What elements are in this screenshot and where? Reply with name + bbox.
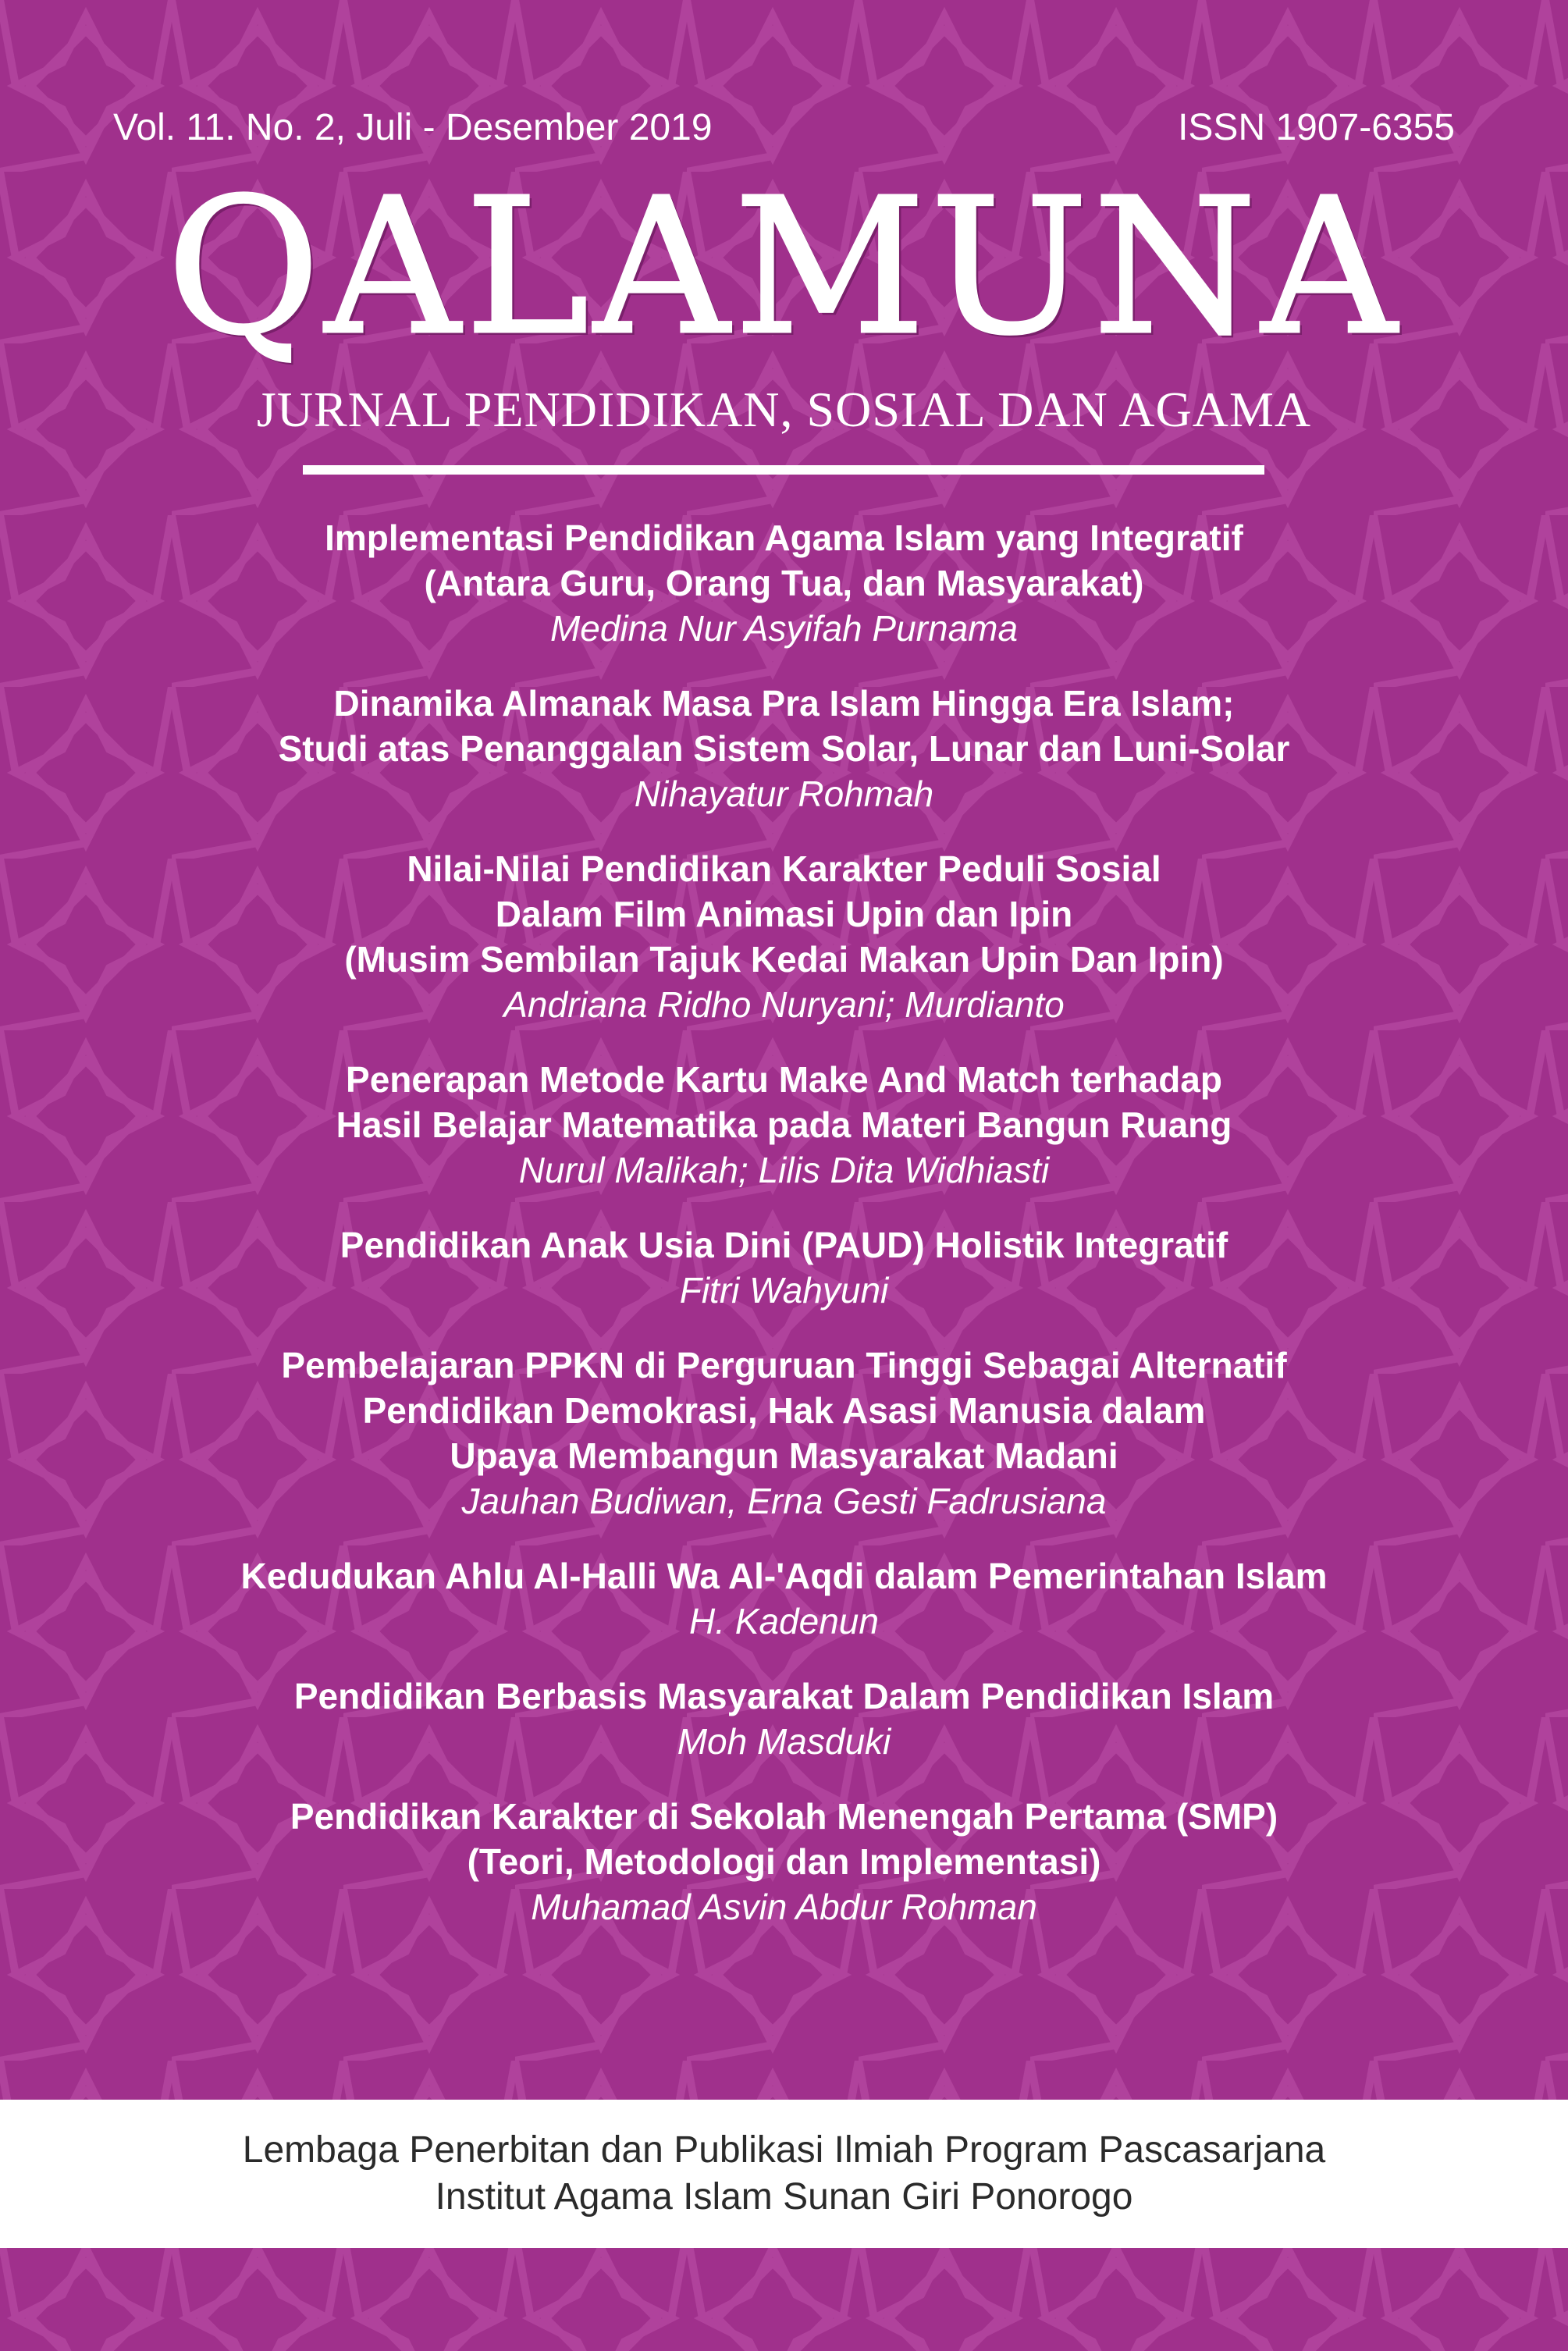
article-entry [0, 846, 1568, 1027]
article-author: Fitri Wahyuni [679, 1270, 889, 1311]
article-title: Dinamika Almanak Masa Pra Islam Hingga Era Islam; [333, 683, 1235, 724]
article-author: Andriana Ridho Nuryani; Murdianto [503, 984, 1065, 1025]
article-title: Pendidikan Berbasis Masyarakat Dalam Pendidikan Islam [293, 1676, 1275, 1716]
article-author: Jauhan Budiwan, Erna Gesti Fadrusiana [461, 1481, 1107, 1521]
article-title: Hasil Belajar Matematika pada Materi Bangun Ruang [336, 1104, 1232, 1145]
article-author: Nurul Malikah; Lilis Dita Widhiasti [518, 1150, 1050, 1190]
article-entry [0, 515, 1568, 651]
volume-info: Vol. 11. No. 2, Juli - Desember 2019 [113, 107, 713, 148]
article-author: Moh Masduki [677, 1721, 891, 1762]
publisher-institution: Institut Agama Islam Sunan Giri Ponorogo [435, 2176, 1133, 2218]
journal-subtitle: JURNAL PENDIDIKAN, SOSIAL DAN AGAMA [256, 382, 1312, 437]
article-title: Kedudukan Ahlu Al-Halli Wa Al-'Aqdi dalam Pemerintahan Islam [240, 1556, 1328, 1596]
article-entry [0, 681, 1568, 816]
article-author: Muhamad Asvin Abdur Rohman [531, 1887, 1037, 1927]
journal-title: QALAMUNA [166, 158, 1402, 376]
article-title: Dalam Film Animasi Upin dan Ipin [495, 894, 1073, 934]
article-author: H. Kadenun [689, 1601, 879, 1641]
article-title: Pendidikan Demokrasi, Hak Asasi Manusia dalam [362, 1390, 1206, 1431]
article-title: (Musim Sembilan Tajuk Kedai Makan Upin Dan Ipin) [344, 939, 1224, 980]
article-title: Implementasi Pendidikan Agama Islam yang Integratif [325, 518, 1243, 558]
article-author: Medina Nur Asyifah Purnama [549, 608, 1019, 649]
article-author: Nihayatur Rohmah [634, 774, 934, 814]
issn-number: ISSN 1907-6355 [1178, 107, 1455, 148]
article-entry [0, 1553, 1568, 1644]
article-entry [0, 1222, 1568, 1313]
article-title: Pendidikan Anak Usia Dini (PAUD) Holistik Integratif [340, 1225, 1228, 1265]
article-title: Penerapan Metode Kartu Make And Match terhadap [346, 1059, 1222, 1100]
article-entry [0, 1673, 1568, 1764]
table-of-contents [0, 515, 1568, 1959]
article-title: (Antara Guru, Orang Tua, dan Masyarakat) [424, 563, 1144, 603]
article-entry [0, 1794, 1568, 1930]
title-divider [303, 465, 1264, 475]
article-title: (Teori, Metodologi dan Implementasi) [467, 1841, 1101, 1882]
article-title: Studi atas Penanggalan Sistem Solar, Lunar dan Luni-Solar [278, 728, 1290, 769]
article-title: Upaya Membangun Masyarakat Madani [450, 1435, 1118, 1476]
article-title: Pendidikan Karakter di Sekolah Menengah Pertama (SMP) [290, 1796, 1278, 1837]
publisher-band [0, 2100, 1568, 2248]
article-title: Pembelajaran PPKN di Perguruan Tinggi Sebagai Alternatif [281, 1345, 1287, 1385]
publisher-name: Lembaga Penerbitan dan Publikasi Ilmiah Program Pascasarjana [242, 2129, 1326, 2171]
article-entry [0, 1057, 1568, 1193]
article-title: Nilai-Nilai Pendidikan Karakter Peduli Sosial [407, 848, 1161, 889]
article-entry [0, 1343, 1568, 1524]
